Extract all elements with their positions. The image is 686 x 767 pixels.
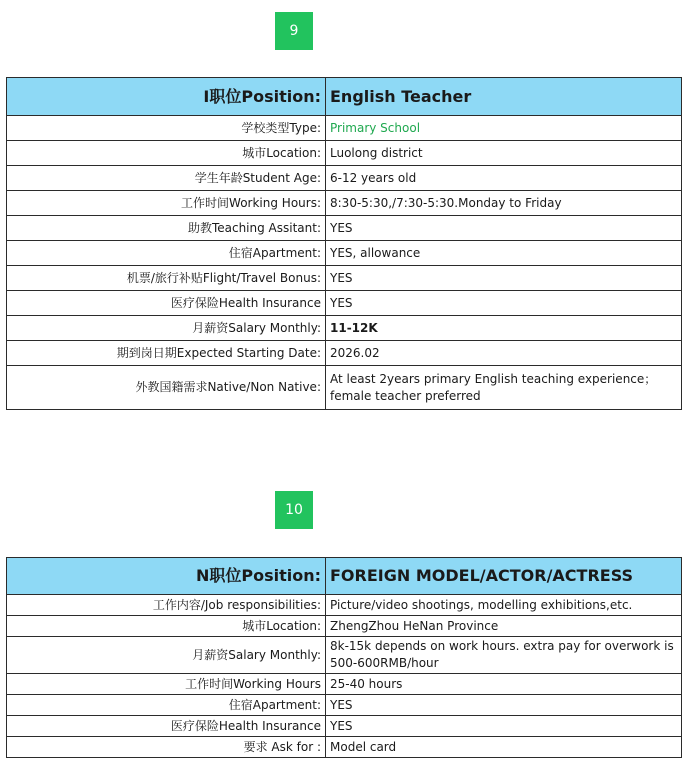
table-row (7, 291, 682, 316)
table-header-row (7, 558, 682, 595)
position-label: N职位Position: (7, 558, 326, 595)
row-value: 25-40 hours (326, 674, 682, 695)
row-label: 要求 Ask for : (7, 737, 326, 758)
row-value: 11-12K (326, 316, 682, 341)
table-header-row (7, 78, 682, 116)
table-row (7, 737, 682, 758)
table-row (7, 216, 682, 241)
row-value: 8:30-5:30,/7:30-5:30.Monday to Friday (326, 191, 682, 216)
row-value: YES (326, 716, 682, 737)
row-value: At least 2years primary English teaching experience；female teacher preferred (326, 366, 682, 410)
row-value: YES (326, 216, 682, 241)
row-value: 2026.02 (326, 341, 682, 366)
table-row (7, 191, 682, 216)
row-label: 工作时间Working Hours: (7, 191, 326, 216)
row-label: 学生年龄Student Age: (7, 166, 326, 191)
row-value: YES (326, 695, 682, 716)
row-value: Primary School (326, 116, 682, 141)
row-value: YES (326, 291, 682, 316)
table-row (7, 366, 682, 410)
table-row (7, 695, 682, 716)
row-label: 机票/旅行补贴Flight/Travel Bonus: (7, 266, 326, 291)
row-label: 学校类型Type: (7, 116, 326, 141)
position-value: English Teacher (326, 78, 682, 116)
row-label: 期到岗日期Expected Starting Date: (7, 341, 326, 366)
job-table-10 (6, 557, 682, 758)
row-value: Luolong district (326, 141, 682, 166)
row-value: Picture/video shootings, modelling exhibitions,etc. (326, 595, 682, 616)
table-row (7, 595, 682, 616)
row-label: 助教Teaching Assitant: (7, 216, 326, 241)
row-label: 城市Location: (7, 616, 326, 637)
table-row (7, 266, 682, 291)
row-label: 工作内容/Job responsibilities: (7, 595, 326, 616)
row-label: 医疗保险Health Insurance (7, 716, 326, 737)
table-row (7, 116, 682, 141)
table-row (7, 141, 682, 166)
job-number-badge: 10 (275, 491, 313, 529)
row-label: 城市Location: (7, 141, 326, 166)
row-label: 医疗保险Health Insurance (7, 291, 326, 316)
table-row (7, 241, 682, 266)
row-label: 月薪资Salary Monthly: (7, 316, 326, 341)
table-row (7, 341, 682, 366)
job-number-badge: 9 (275, 12, 313, 50)
position-label: I职位Position: (7, 78, 326, 116)
row-label: 月薪资Salary Monthly: (7, 637, 326, 674)
row-value: 8k-15k depends on work hours. extra pay for overwork is 500-600RMB/hour (326, 637, 682, 674)
table-row (7, 616, 682, 637)
row-value: ZhengZhou HeNan Province (326, 616, 682, 637)
row-label: 住宿Apartment: (7, 241, 326, 266)
row-label: 住宿Apartment: (7, 695, 326, 716)
table-row (7, 716, 682, 737)
table-row (7, 637, 682, 674)
table-row (7, 316, 682, 341)
row-label: 工作时间Working Hours (7, 674, 326, 695)
row-value: YES (326, 266, 682, 291)
table-row (7, 166, 682, 191)
row-value: 6-12 years old (326, 166, 682, 191)
table-row (7, 674, 682, 695)
row-label: 外教国籍需求Native/Non Native: (7, 366, 326, 410)
row-value: YES, allowance (326, 241, 682, 266)
row-value: Model card (326, 737, 682, 758)
position-value: FOREIGN MODEL/ACTOR/ACTRESS (326, 558, 682, 595)
job-table-9 (6, 77, 682, 410)
